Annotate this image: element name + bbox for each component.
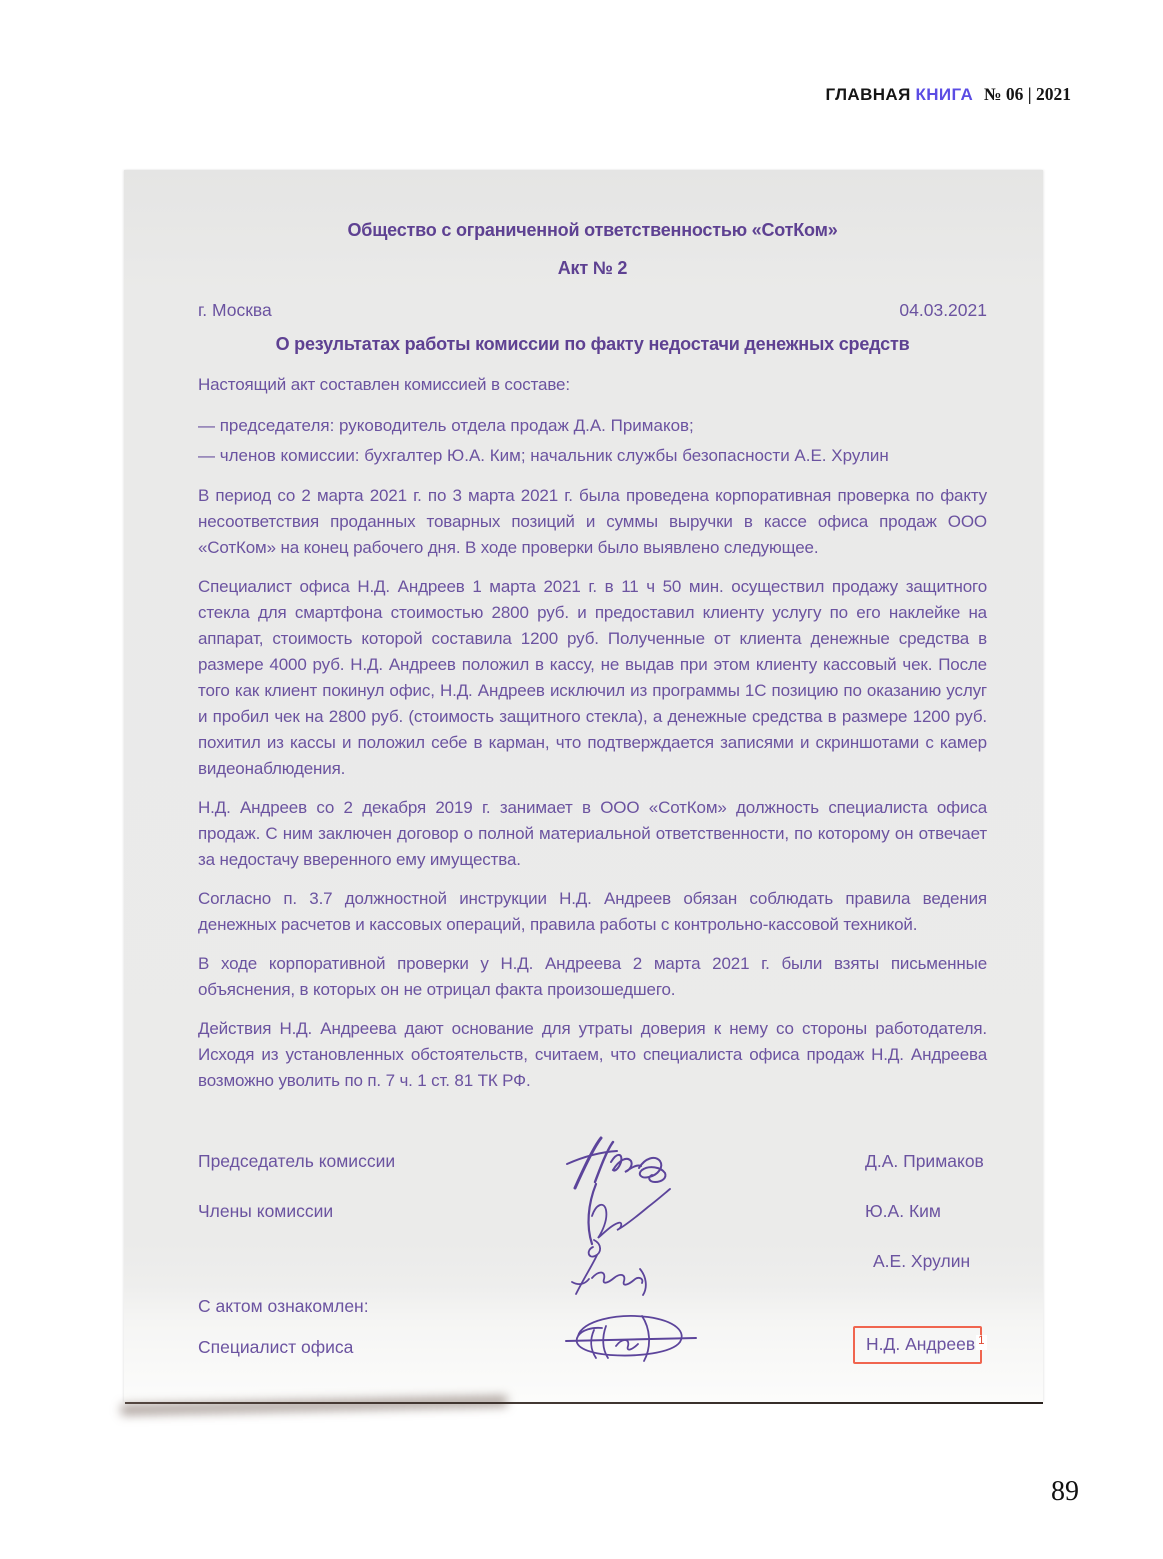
signature-row-chairman — [198, 1136, 987, 1186]
doc-city: г. Москва — [198, 300, 272, 320]
commission-members: — членов комиссии: бухгалтер Ю.А. Ким; начальник службы безопасности А.Е. Хрулин — [198, 446, 889, 465]
acknowledgement-role: Специалист офиса — [198, 1336, 354, 1357]
commission-list — [198, 411, 987, 471]
intro-paragraph: Настоящий акт составлен комиссией в составе: — [198, 375, 570, 394]
brand-accent: КНИГА — [915, 85, 974, 104]
footnote-marker: 1 — [976, 1335, 986, 1350]
signature-row-acknowledged — [198, 1322, 987, 1372]
signature-role: Председатель комиссии — [198, 1150, 396, 1171]
doc-title: Акт № 2 — [557, 258, 628, 278]
paragraph-audit-period: В период со 2 марта 2021 г. по 3 марта 2021 г. была проведена корпоративная проверка по факту несоответствия проданных товарных позиций и суммы выручки в кассе офиса продаж ООО «СотКом» на конец рабочего дня. В ходе проверки было выявлено следующее. — [198, 486, 987, 557]
issue-number: № 06 | 2021 — [983, 84, 1071, 104]
document-sheet — [124, 170, 1043, 1402]
org-name: Общество с ограниченной ответственностью «СотКом» — [347, 220, 838, 240]
signature-name: А.Е. Хрулин — [873, 1250, 971, 1271]
magazine-header — [825, 84, 1071, 105]
paragraph-incident: Специалист офиса Н.Д. Андреев 1 марта 2021 г. в 11 ч 50 мин. осуществил продажу защитного стекла для смартфона стоимостью 2800 руб. и предоставил клиенту услугу по его наклейке на аппарат, стоимость которой составила 1200 руб. Полученные от клиента денежные средства в размере 4000 руб. Н.Д. Андреев положил в кассу, не выдав при этом клиенту кассовый чек. После того как клиент покинул офис, Н.Д. Андреев исключил из программы 1С позицию по оказанию услуг и пробил чек на 2800 руб. (стоимость защитного стекла), а денежные средства в размере 1200 руб. похитил из кассы и положил себе в карман, что подтверждается записями и скриншотами с камер видеонаблюдения. — [198, 577, 987, 778]
doc-subject: О результатах работы комиссии по факту недостачи денежных средств — [275, 334, 910, 354]
signature-row-member-2 — [198, 1236, 987, 1286]
brand-primary: ГЛАВНАЯ — [825, 85, 911, 104]
paragraph-position: Н.Д. Андреев со 2 декабря 2019 г. занимает в ООО «СотКом» должность специалиста офиса продаж. С ним заключен договор о полной материальной ответственности, по которому он отвечает за недостачу вверенного ему имущества. — [198, 798, 987, 869]
highlighted-name-box — [853, 1326, 985, 1364]
page-number: 89 — [1051, 1476, 1079, 1507]
acknowledgement-name: Н.Д. Андреев — [866, 1334, 976, 1354]
signature-row-member-1 — [198, 1186, 987, 1236]
acknowledgement-label: С актом ознакомлен: — [198, 1295, 369, 1316]
signature-name: Ю.А. Ким — [865, 1200, 941, 1221]
paragraph-conclusion: Действия Н.Д. Андреева дают основание для утраты доверия к нему со стороны работодателя. Исходя из установленных обстоятельств, считаем, что специалиста офиса продаж Н.Д. Андреева возможно уволить по п. 7 ч. 1 ст. 81 ТК РФ. — [198, 1019, 987, 1090]
signature-role: Члены комиссии — [198, 1200, 334, 1221]
paragraph-explanations: В ходе корпоративной проверки у Н.Д. Андреева 2 марта 2021 г. были взяты письменные объяснения, в которых он не отрицал факта произошедшего. — [198, 954, 987, 999]
commission-chairman: — председателя: руководитель отдела продаж Д.А. Примаков; — [198, 416, 694, 435]
city-date-row — [198, 300, 987, 321]
signature-name: Д.А. Примаков — [865, 1150, 984, 1171]
doc-date: 04.03.2021 — [899, 300, 987, 320]
paragraph-instruction: Согласно п. 3.7 должностной инструкции Н.Д. Андреев обязан соблюдать правила ведения денежных расчетов и кассовых операций, правила работы с контрольно-кассовой техникой. — [198, 889, 987, 934]
signature-section — [198, 1136, 987, 1372]
